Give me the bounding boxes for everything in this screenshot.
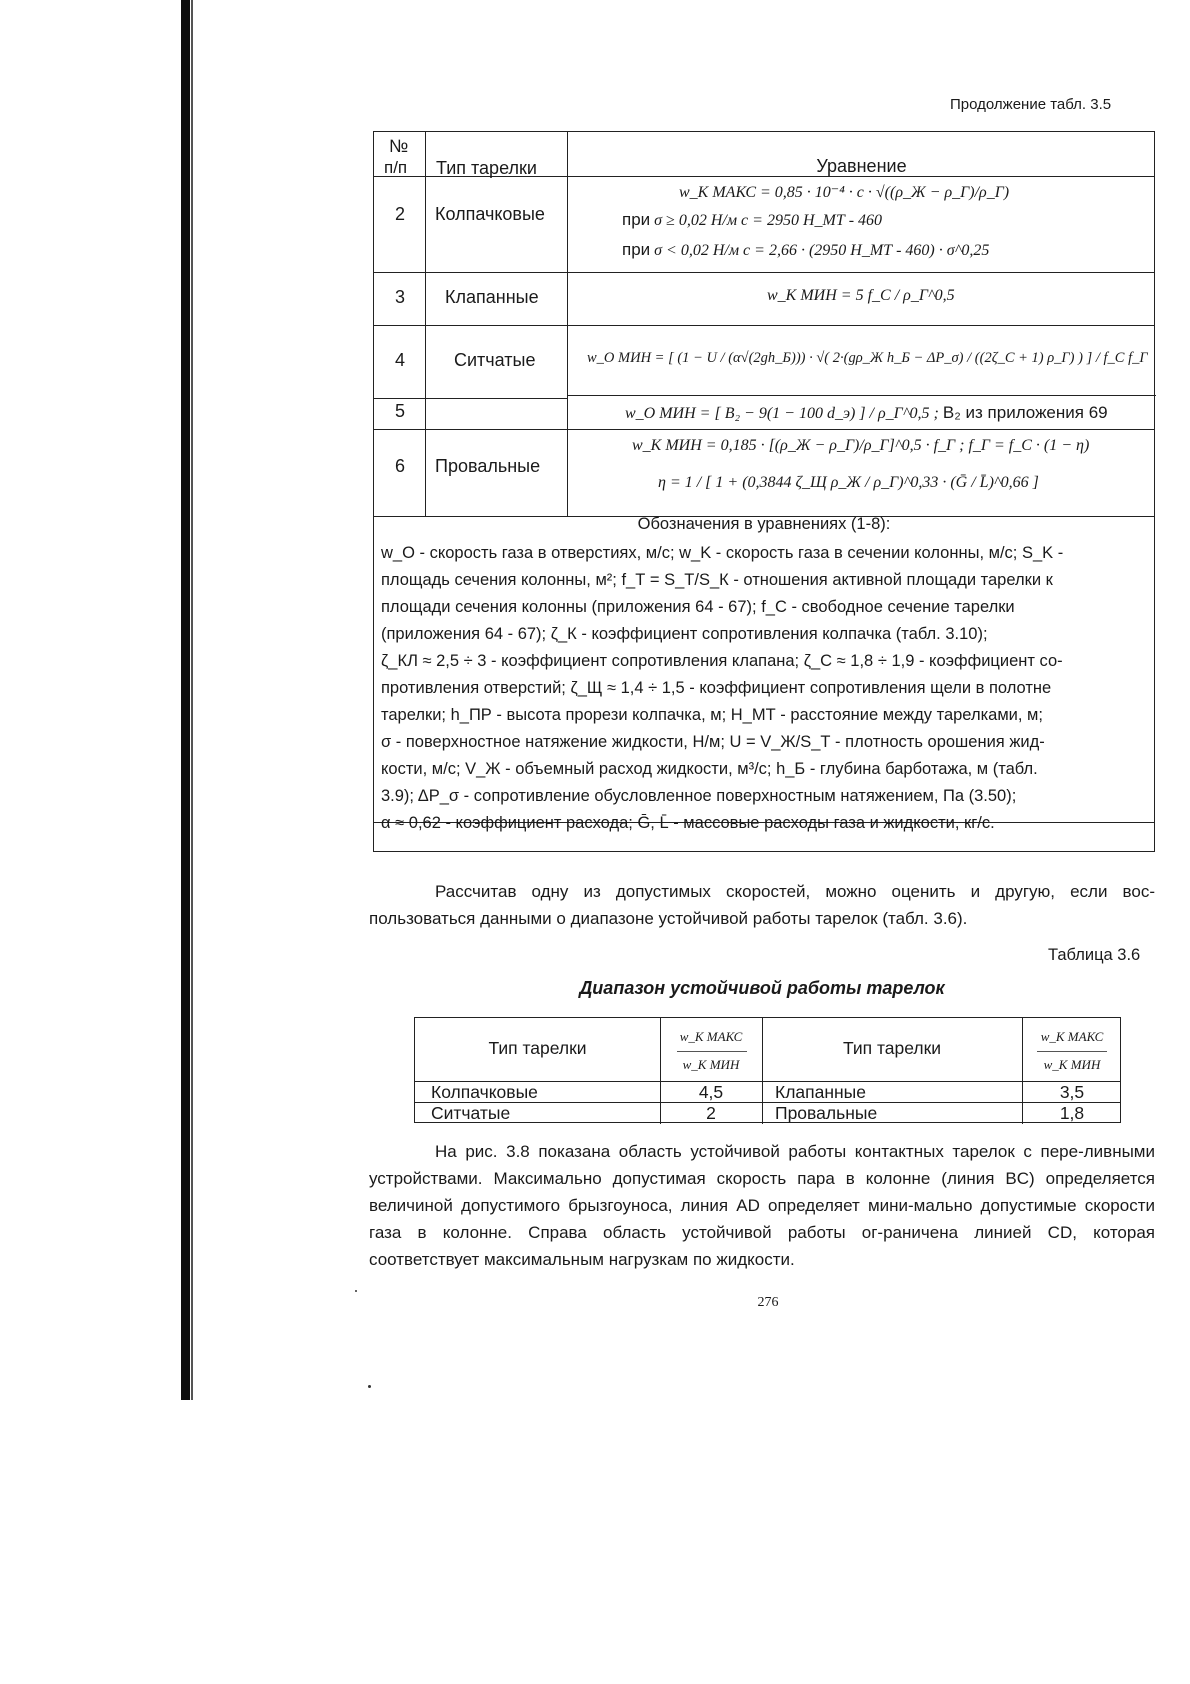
paragraph: Рассчитав одну из допустимых скоростей, можно оценить и другую, если вос-пользоваться данными о диапазоне устойчивой работы тарелок (табл. 3.6). (369, 882, 1155, 928)
equation: w_K МИН = 0,185 · [(ρ_Ж − ρ_Г)/ρ_Г]^0,5 · f_Г ; f_Г = f_С · (1 − η) (632, 437, 1090, 454)
scan-edge-bar (181, 0, 190, 1400)
scan-edge-shadow (191, 0, 193, 1400)
header-ratio-bottom: w_K МИН (1043, 1057, 1101, 1072)
row-num: 4 (395, 350, 406, 370)
cell-value: 1,8 (1059, 1103, 1085, 1123)
scan-speck (368, 1385, 371, 1388)
header-ratio-top: w_K МАКС (679, 1029, 743, 1044)
header-ratio-bottom: w_K МИН (682, 1057, 740, 1072)
row-type: Колпачковые (435, 204, 545, 224)
row-type: Ситчатые (454, 350, 536, 370)
cell-value: 4,5 (698, 1082, 724, 1102)
header-equation: Уравнение (816, 156, 907, 176)
header-ratio-top: w_K МАКС (1040, 1029, 1104, 1044)
row-num: 3 (395, 287, 406, 307)
paragraph: На рис. 3.8 показана область устойчивой работы контактных тарелок с пере-ливными устройствами. Максимально допустимая скорость пара в колонне (линия BC) определяется величиной допустимого брызгоуноса, линия AD определяет мини-мально допустимые скорости газа в колонне. Справа область устойчивой работы ог-раничена линией CD, которая соответствует максимальным нагрузкам по жидкости. (369, 1142, 1155, 1269)
notes-title: Обозначения в уравнениях (1-8): (637, 515, 891, 533)
header-num: № (389, 136, 409, 156)
equation: w_О МИН = [ (1 − U / (α√(2gh_Б))) · √( 2·(gρ_Ж h_Б − ΔP_σ) / ((2ζ_С + 1) ρ_Г) ) ] / f_С f_Г (587, 350, 1148, 366)
cell-type: Ситчатые (431, 1103, 511, 1123)
row-type: Клапанные (445, 287, 539, 307)
cell-type: Провальные (775, 1103, 878, 1123)
row-num: 6 (395, 456, 406, 476)
header-num-pp: п/п (384, 158, 408, 177)
equation: w_О МИН = [ B₂ − 9(1 − 100 d_э) ] / ρ_Г^0,5 ; B₂ из приложения 69 (625, 403, 1108, 422)
scan-speck (355, 1290, 357, 1292)
cell-type: Колпачковые (431, 1082, 538, 1102)
notes-body: w_O - скорость газа в отверстиях, м/с; w_K - скорость газа в сечении колонны, м/с; S_K - площадь сечения колонны, м²; f_Т = S_Т/S_К - отношения активной площади тарелки к площади сечения колонны (приложения 64 - 67); f_С - свободное сечение тарелки (приложения 64 - 67); ζ_К - коэффициент сопротивления колпачка (табл. 3.10); ζ_КЛ ≈ 2,5 ÷ 3 - коэффициент сопротивления клапана; ζ_С ≈ 1,8 ÷ 1,9 - коэффициент со- противления отверстий; ζ_Щ ≈ 1,4 ÷ 1,5 - коэффициент сопротивления щели в полотне тарелки; h_ПР - высота прорези колпачка, м; H_МТ - расстояние между тарелками, м; σ - поверхностное натяжение жидкости, Н/м; U = V_Ж/S_Т - плотность орошения жид- кости, м/с; V_Ж - объемный расход жидкости, м³/с; h_Б - глубина барботажа, м (табл. 3.9); ΔP_σ - сопротивление обусловленное поверхностным натяжением, Па (3.50); α ≈ 0,62 - коэффициент расхода; Ḡ, L̄ - массовые расходы газа и жидкости, кг/с. (381, 544, 1064, 832)
page-number: 276 (757, 1295, 779, 1310)
header-type: Тип тарелки (436, 158, 537, 178)
row-type: Провальные (435, 456, 541, 476)
equation: w_K МИН = 5 f_С / ρ_Г^0,5 (767, 287, 955, 304)
row-num: 5 (395, 401, 406, 421)
row-num: 2 (395, 204, 406, 224)
cell-value: 3,5 (1059, 1082, 1085, 1102)
continuation-label: Продолжение табл. 3.5 (950, 96, 1112, 113)
table-title: Диапазон устойчивой работы тарелок (579, 978, 945, 998)
cell-type: Клапанные (775, 1082, 866, 1102)
table-3-6 (414, 1017, 1121, 1123)
equation: при σ < 0,02 Н/м c = 2,66 · (2950 H_МТ - 460) · σ^0,25 (622, 240, 990, 259)
equation: η = 1 / [ 1 + (0,3844 ζ_Щ ρ_Ж / ρ_Г)^0,33 · (Ḡ / L̄)^0,66 ] (658, 474, 1039, 491)
header-type-left: Тип тарелки (488, 1038, 587, 1058)
equation: при σ ≥ 0,02 Н/м c = 2950 H_МТ - 460 (622, 210, 883, 229)
equation: w_K МАКС = 0,85 · 10⁻⁴ · c · √((ρ_Ж − ρ_Г)/ρ_Г) (679, 184, 1010, 201)
table-label: Таблица 3.6 (1048, 946, 1141, 964)
header-type-right: Тип тарелки (842, 1038, 942, 1058)
cell-value: 2 (706, 1103, 716, 1123)
